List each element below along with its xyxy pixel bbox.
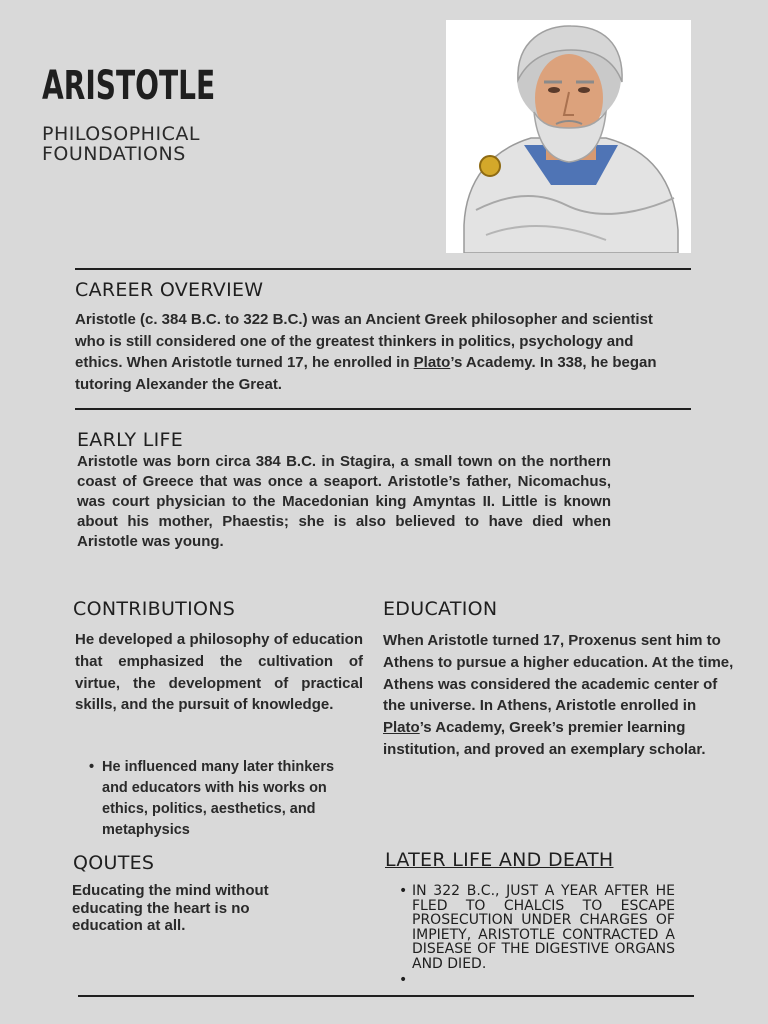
divider <box>75 268 691 270</box>
education-text-start: When Aristotle turned 17, Proxenus sent him to Athens to pursue a higher education. At the time, Athens was considered the academic center of the universe. In Athens, Aristotle enrolled in <box>383 632 734 715</box>
aristotle-portrait <box>446 20 691 253</box>
page-subtitle <box>42 124 302 164</box>
plato-link[interactable]: Plato <box>383 719 420 737</box>
subtitle-line-2: FOUNDATIONS <box>42 143 186 165</box>
career-text <box>75 309 665 396</box>
plato-link[interactable]: Plato <box>413 354 451 372</box>
portrait-illustration <box>446 20 691 253</box>
later-life-heading: LATER LIFE AND DEATH <box>385 849 614 871</box>
contributions-heading: CONTRIBUTIONS <box>73 598 236 620</box>
contributions-list <box>86 757 362 841</box>
career-text-end: ’s Academy. In 338, he began tutoring Alexander the Great. <box>75 354 657 394</box>
education-heading: EDUCATION <box>383 598 498 620</box>
quote-text: Educating the mind without educating the heart is no education at all. <box>72 882 269 935</box>
later-life-list <box>396 884 675 987</box>
page-title: ARISTOTLE <box>42 63 216 109</box>
list-item: • He influenced many later thinkers and educators with his works on ethics, politics, aesthetics, and metaphysics <box>86 757 362 841</box>
subtitle-line-1: PHILOSOPHICAL <box>42 123 200 145</box>
career-text-start: Aristotle (c. 384 B.C. to 322 B.C.) was an Ancient Greek philosopher and scientist who is still considered one of the greatest thinkers in politics, psychology and ethics. When Aristotle turned 17, he enrolled in <box>75 311 653 372</box>
contributions-text: He developed a philosophy of education that emphasized the cultivation of virtue, the development of practical skills, and the pursuit of knowledge. <box>75 631 363 714</box>
list-item: • IN 322 B.C., JUST A YEAR AFTER HE FLED TO CHALCIS TO ESCAPE PROSECUTION UNDER CHARGES OF IMPIETY, ARISTOTLE CONTRACTED A DISEASE OF THE DIGESTIVE ORGANS AND DIED. <box>396 884 675 971</box>
early-life-text: Aristotle was born circa 384 B.C. in Stagira, a small town on the northern coast of Greece that was once a seaport. Aristotle’s father, Nicomachus, was court physician to the Macedonian king Amyntas II. Little is known about his mother, Phaestis; she is also believed to have died when Aristotle was young. <box>77 453 611 550</box>
education-text <box>383 630 739 761</box>
divider <box>75 408 691 410</box>
list-item <box>396 973 675 987</box>
early-life-heading: EARLY LIFE <box>77 429 184 451</box>
quotes-heading: QOUTES <box>73 852 155 874</box>
career-heading: CAREER OVERVIEW <box>75 279 264 301</box>
divider <box>78 995 694 997</box>
education-text-end: ’s Academy, Greek’s premier learning institution, and proved an exemplary scholar. <box>383 719 706 758</box>
